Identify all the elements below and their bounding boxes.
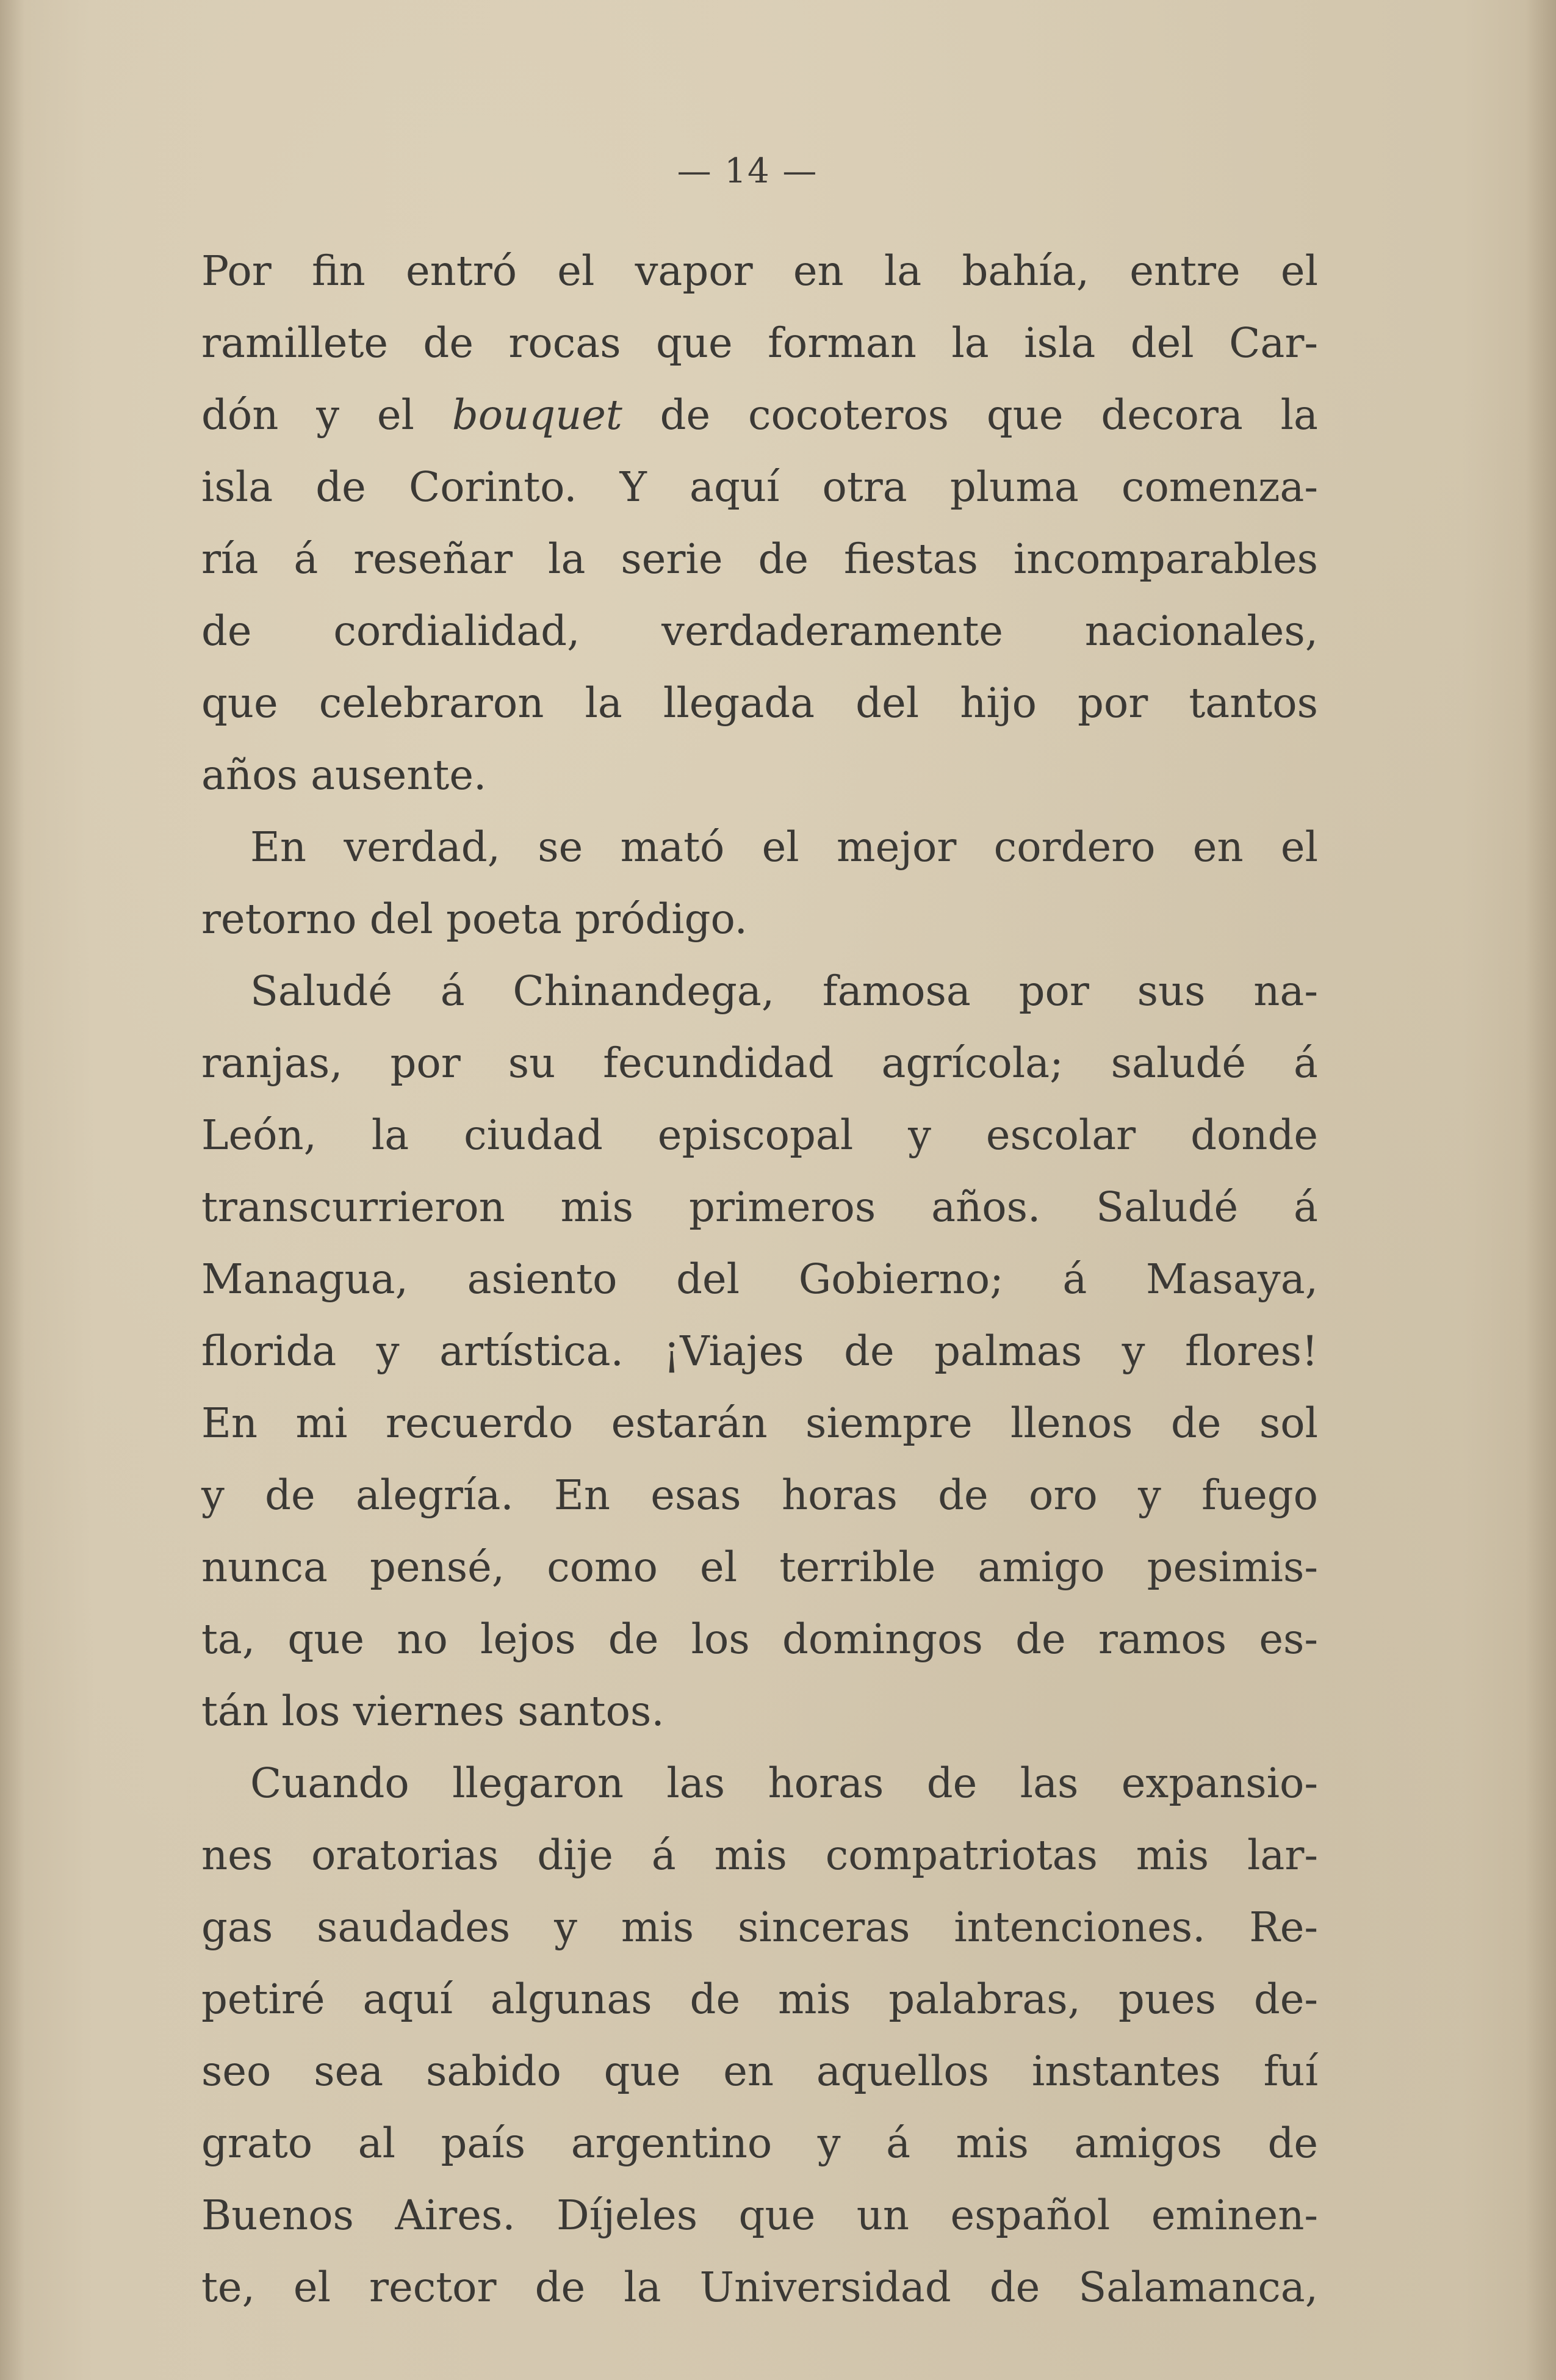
text-line: que celebraron la llegada del hijo por tantos: [201, 679, 1318, 727]
text-line: transcurrieron mis primeros años. Saludé á: [201, 1183, 1318, 1231]
text-line: ranjas, por su fecundidad agrícola; saludé á: [201, 1039, 1318, 1087]
page-edge-shadow-left: [0, 0, 24, 2380]
text-line: isla de Corinto. Y aquí otra pluma comenza-: [201, 463, 1318, 511]
text-line: y de alegría. En esas horas de oro y fuego: [201, 1471, 1318, 1519]
text-line: petiré aquí algunas de mis palabras, pues de-: [201, 1975, 1318, 2023]
text-line: Cuando llegaron las horas de las expansio-: [250, 1759, 1318, 1807]
text-line: Managua, asiento del Gobierno; á Masaya,: [201, 1255, 1318, 1303]
text-line: dón y el bouquet de cocoteros que decora la: [201, 391, 1318, 439]
text-line: ta, que no lejos de los domingos de ramos es-: [201, 1615, 1318, 1663]
text-line: nes oratorias dije á mis compatriotas mis lar-: [201, 1831, 1318, 1879]
text-line: grato al país argentino y á mis amigos de: [201, 2119, 1318, 2167]
paragraph-3: [201, 955, 1318, 1747]
italic-word: bouquet: [452, 391, 622, 439]
text-line: En verdad, se mató el mejor cordero en el: [250, 823, 1318, 871]
text-line: te, el rector de la Universidad de Salamanca,: [201, 2263, 1318, 2311]
page-number: — 14 —: [677, 151, 818, 191]
paragraph-4: [201, 1747, 1318, 2323]
body-text: [201, 235, 1318, 2323]
text-line: León, la ciudad episcopal y escolar donde: [201, 1111, 1318, 1159]
text-line: florida y artística. ¡Viajes de palmas y flores!: [201, 1327, 1318, 1375]
text-line: Saludé á Chinandega, famosa por sus na-: [250, 967, 1318, 1015]
text-line: ría á reseñar la serie de fiestas incomparables: [201, 535, 1318, 583]
text-line: años ausente.: [201, 751, 487, 799]
text-line: nunca pensé, como el terrible amigo pesimis-: [201, 1543, 1318, 1591]
paragraph-2: [201, 811, 1318, 955]
page-edge-shadow-right: [1525, 0, 1556, 2380]
text-line: ramillete de rocas que forman la isla del Car-: [201, 319, 1318, 367]
text-line: En mi recuerdo estarán siempre llenos de sol: [201, 1399, 1318, 1447]
text-line: tán los viernes santos.: [201, 1687, 665, 1735]
text-line: de cordialidad, verdaderamente nacionales,: [201, 607, 1318, 655]
text-line: seo sea sabido que en aquellos instantes fuí: [201, 2047, 1318, 2095]
text-line: gas saudades y mis sinceras intenciones. Re-: [201, 1903, 1318, 1951]
text-line: retorno del poeta pródigo.: [201, 895, 747, 943]
text-line: Buenos Aires. Díjeles que un español eminen-: [201, 2191, 1318, 2239]
text-line: Por fin entró el vapor en la bahía, entre el: [201, 247, 1318, 295]
paragraph-1: [201, 235, 1318, 811]
